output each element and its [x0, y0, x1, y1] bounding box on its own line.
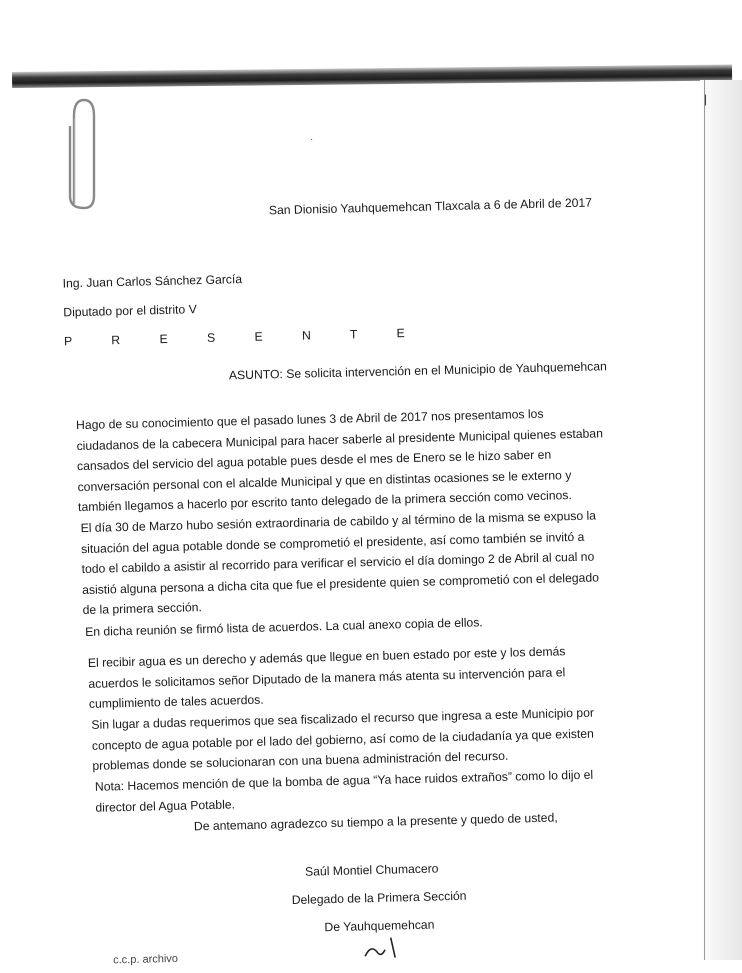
paragraph-1: Hago de su conocimiento que el pasado lunes 3 de Abril de 2017 nos presentamos los ciudadanos de la cabecera Municipal para hacer saberle al presidente Municipal quienes estaban cansados del servicio del agua potable pues desde el mes de Enero se le hizo saber en conversación personal con el alcalde Municipal y que en distintas ocasiones se le externo y también llegamos a hacerlo por escrito tanto delegado de la primera sección como vecinos.: [75, 406, 604, 515]
closing-line: De antemano agradezco su tiempo a la presente y quedo de usted,: [193, 810, 558, 834]
subject-line: ASUNTO: Se solicita intervención en el Municipio de Yauhquemehcan: [228, 359, 608, 383]
paragraph-5: Sin lugar a dudas requerimos que sea fiscalizado el recurso que ingresa a este Municipio por concepto de agua potable por el lado del gobierno, así como de la ciudadanía ya que existen problemas donde se solucionaran con una buena administración del recurso.: [91, 705, 595, 773]
place-date: San Dionisio Yauhquemehcan Tlaxcala a 6 de Abril de 2017: [268, 195, 593, 218]
scan-edge-mark: |: [704, 92, 708, 106]
recipient-name: Ing. Juan Carlos Sánchez García: [62, 272, 243, 291]
signer-place: De Yauhquemehcan: [324, 917, 435, 935]
cc-archive: c.c.p. archivo: [113, 952, 179, 967]
presente-line: P R E S E N T E: [63, 325, 423, 349]
paragraph-3: En dicha reunión se firmó lista de acuerdos. La cual anexo copia de ellos.: [84, 615, 483, 639]
signer-name: Saúl Montiel Chumacero: [304, 861, 439, 879]
paragraph-2: El día 30 de Marzo hubo sesión extraordinaria de cabildo y al término de la misma se expuso la situación del agua potable donde se comprometió el presidente, así como también se invitó a todo el cabildo a asistir al recorrido para verificar el servicio el día domingo 2 de Abril al cual no asistió alguna persona a dicha cita que fue el presidente quien se comprometió con el delegado de la primera sección.: [80, 508, 600, 618]
signature-mark: [361, 929, 406, 960]
signer-role: Delegado de la Primera Sección: [291, 888, 467, 908]
paragraph-4: El recibir agua es un derecho y además que llegue en buen estado por este y los demás acuerdos le solicitamos señor Diputado de la manera más atenta su intervención para el cumplimiento de tales acuerdos.: [87, 644, 566, 711]
paragraph-6: Nota: Hacemos mención de que la bomba de agua “Ya hace ruidos extraños” como lo dijo el director del Agua Potable.: [94, 767, 594, 815]
recipient-title: Diputado por el distrito V: [63, 302, 197, 320]
scan-speck: ·: [310, 134, 314, 145]
